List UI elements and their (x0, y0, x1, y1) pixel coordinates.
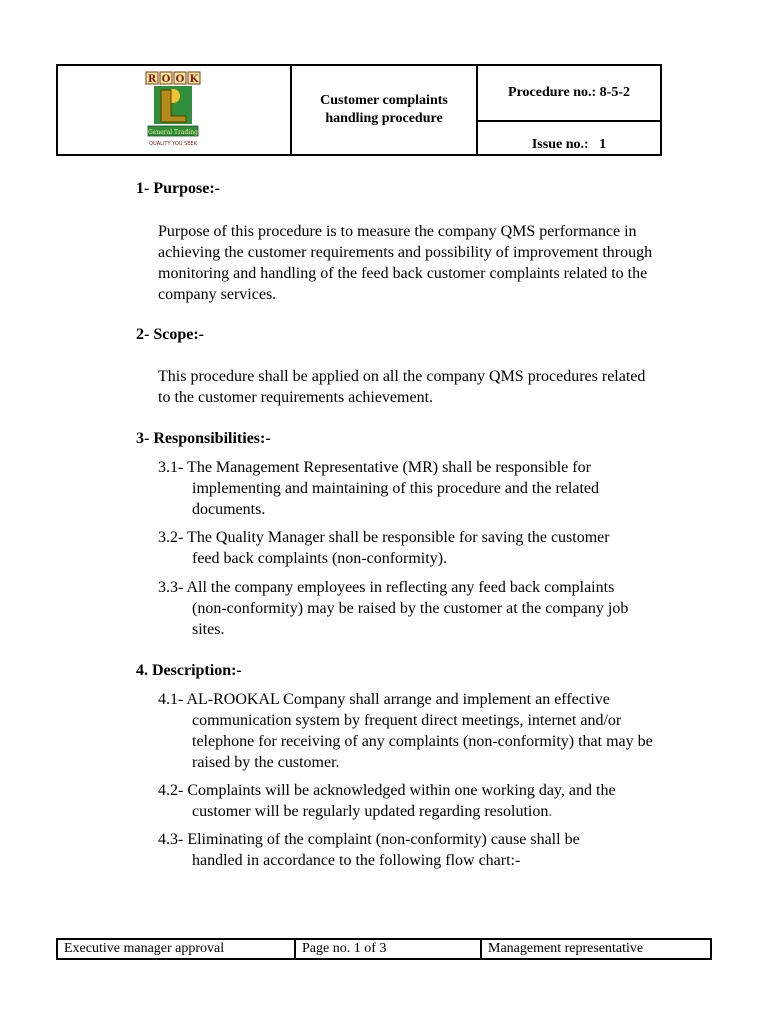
svg-text:General Trading: General Trading (148, 129, 198, 136)
procedure-number: Procedure no.: 8-5-2 (478, 66, 660, 122)
footer-table (56, 938, 712, 960)
svg-text:O: O (161, 74, 171, 85)
responsibility-item (158, 577, 668, 640)
description-item-rest: communication system by frequent direct meetings, internet and/or telephone for receiving of any complaints (non-conformity) that may be raised by the customer. (192, 712, 653, 771)
responsibility-item-rest: (non-conformity) may be raised by the customer at the company job sites. (192, 600, 629, 638)
description-item-rest-wrap (158, 801, 668, 822)
logo-cell (58, 66, 292, 154)
responsibility-item-rest: implementing and maintaining of this procedure and the related documents. (192, 480, 599, 518)
description-item-first-line: 4.1- AL-ROOKAL Company shall arrange and implement an effective (158, 691, 610, 708)
svg-text:R: R (147, 74, 157, 85)
responsibility-item-first-line: 3.3- All the company employees in reflecting any feed back complaints (158, 579, 615, 596)
responsibility-item (158, 527, 668, 569)
responsibility-item (158, 457, 668, 520)
scope-heading: 2- Scope:- (136, 326, 204, 343)
description-heading: 4. Description:- (136, 662, 242, 679)
responsibilities-heading: 3- Responsibilities:- (136, 430, 271, 447)
svg-text:K: K (189, 74, 199, 85)
description-item-first-line: 4.3- Eliminating of the complaint (non-conformity) cause shall be (158, 831, 580, 848)
purpose-heading: 1- Purpose:- (136, 180, 220, 197)
issue-number (478, 122, 660, 154)
purpose-text: Purpose of this procedure is to measure the company QMS performance in achieving the customer requirements and possibility of improvement through monitoring and handling of the feed back customer complaints related to the company services. (158, 223, 653, 303)
document-title: Customer complaints handling procedure (292, 66, 478, 154)
scope-text: This procedure shall be applied on all the company QMS procedures related to the customer requirements achievement. (158, 368, 646, 406)
footer-page-number: Page no. 1 of 3 (294, 940, 480, 958)
description-item (158, 780, 668, 822)
description-item-first-line: 4.2- Complaints will be acknowledged within one working day, and the (158, 782, 616, 799)
description-item-rest: handled in accordance to the following flow chart:- (192, 852, 521, 869)
footer-representative: Management representative (480, 940, 710, 958)
svg-text:O: O (175, 74, 185, 85)
company-logo (144, 70, 202, 150)
description-item (158, 689, 668, 773)
description-item (158, 829, 668, 871)
description-item-rest-end: . (548, 803, 553, 820)
header-table (56, 64, 662, 156)
responsibility-item-first-line: 3.1- The Management Representative (MR) shall be responsible for (158, 459, 591, 476)
issue-number-text: Issue no.: 1 (531, 137, 607, 152)
responsibility-item-rest: feed back complaints (non-conformity). (192, 550, 448, 567)
svg-text:QUALITY YOU SEEK: QUALITY YOU SEEK (149, 141, 197, 147)
responsibility-item-first-line: 3.2- The Quality Manager shall be responsible for saving the customer (158, 529, 610, 546)
footer-approval: Executive manager approval (64, 941, 225, 956)
description-item-rest: customer will be regularly updated regarding resolution (192, 803, 549, 820)
